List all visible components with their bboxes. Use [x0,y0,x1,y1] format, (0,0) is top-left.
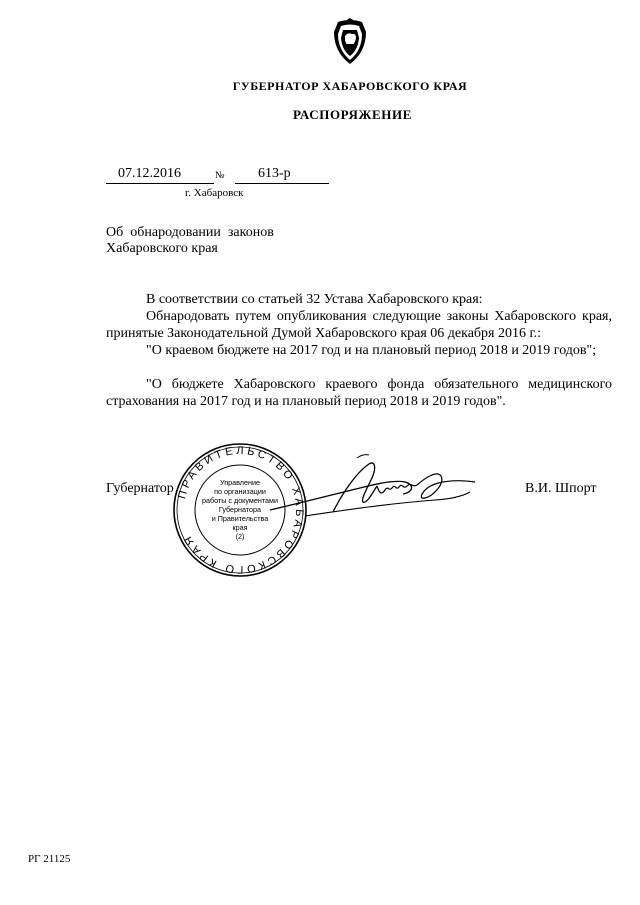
signatory-role: Губернатор [106,481,174,496]
document-code: РГ 21125 [28,853,71,865]
subject-line-1: Об обнародовании законов [106,225,274,240]
issuer-title: ГУБЕРНАТОР ХАБАРОВСКОГО КРАЯ [232,79,468,93]
document-date: 07.12.2016 [118,166,181,181]
stamp-line: Управление [220,478,260,487]
svg-text:ПРАВИТЕЛЬСТВО ХАБАРОВСКОГО КРА: ПРАВИТЕЛЬСТВО ХАБАРОВСКОГО КРАЯ [176,444,306,576]
body-paragraph-order: Обнародовать путем опубликования следующие законы Хабаровского края, принятые Законодательной Думой Хабаровского края 06 декабря 2016 г.: [106,309,612,341]
stamp-line: и Правительства [211,514,269,523]
body-paragraph-basis: В соответствии со статьей 32 Устава Хабаровского края: [146,292,483,307]
coat-of-arms-emblem [330,18,370,66]
document-city: г. Хабаровск [185,187,244,199]
document-subject [106,225,274,257]
body-paragraph-law-2: "О бюджете Хабаровского краевого фонда обязательного медицинского страхования на 2017 год и на плановый период 2018 и 2019 годов". [106,377,612,409]
stamp-line: работы с документами [202,496,278,505]
subject-line-2: Хабаровского края [106,241,218,256]
stamp-line: Губернатора [218,505,262,514]
number-underline [235,183,329,184]
stamp-line: края [232,523,248,532]
stamp-line: (2) [235,532,245,541]
document-number: 613-р [258,166,291,181]
document-type: РАСПОРЯЖЕНИЕ [293,107,412,122]
date-underline [106,183,214,184]
number-sign: № [215,170,225,181]
handwritten-signature [265,452,480,524]
body-paragraph-law-1: "О краевом бюджете на 2017 год и на плановый период 2018 и 2019 годов"; [146,343,597,358]
stamp-line: по организации [214,487,266,496]
signatory-name: В.И. Шпорт [525,481,597,496]
